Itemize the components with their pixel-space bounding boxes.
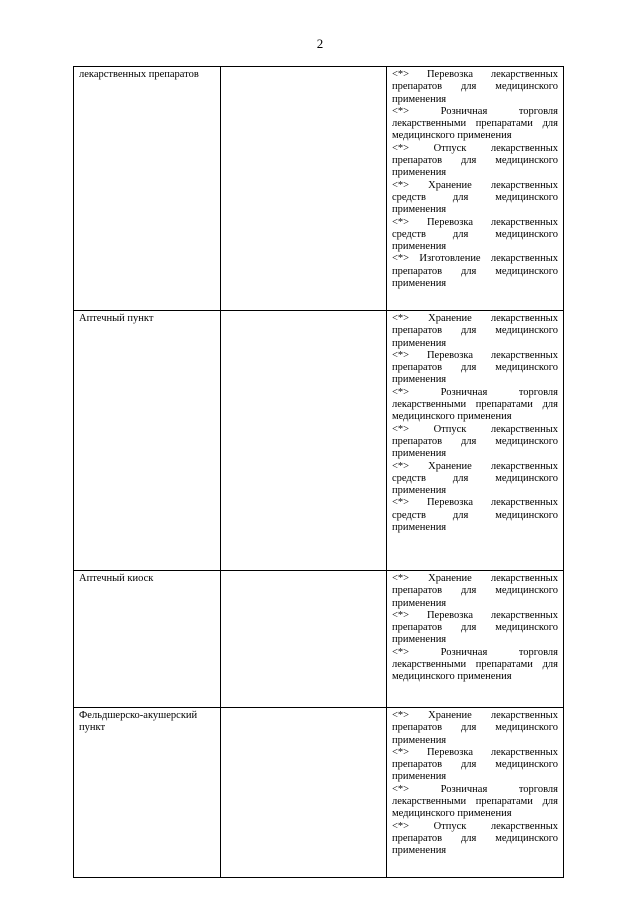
work-entry: <*> Отпуск лекарственных препаратов для медицинского применения <box>392 423 558 460</box>
work-entry: <*> Розничная торговля лекарственными препаратами для медицинского применения <box>392 105 558 142</box>
table-body <box>74 67 564 878</box>
work-entry: <*> Перевозка лекарственных препаратов для медицинского применения <box>392 349 558 386</box>
empty-cell <box>221 67 387 311</box>
work-entry: <*> Хранение лекарственных препаратов для медицинского применения <box>392 573 558 609</box>
work-entry: <*> Изготовление лекарственных препаратов для медицинского применения <box>392 253 558 290</box>
work-entry: <*> Розничная торговля лекарственными препаратами для медицинского применения <box>392 783 558 820</box>
page-number: 2 <box>316 36 324 51</box>
work-entry: <*> Перевозка лекарственных препаратов для медицинского применения <box>392 69 558 105</box>
works-list-cell <box>387 311 564 571</box>
empty-cell <box>221 571 387 708</box>
work-entry: <*> Перевозка лекарственных средств для медицинского применения <box>392 497 558 534</box>
table-row <box>74 311 564 571</box>
empty-cell <box>221 708 387 878</box>
work-entry: <*> Хранение лекарственных средств для медицинского применения <box>392 179 558 216</box>
organization-type-cell: Фельдшерско-акушерский пункт <box>74 708 221 878</box>
work-entry: <*> Отпуск лекарственных препаратов для медицинского применения <box>392 820 558 857</box>
works-list-cell <box>387 571 564 708</box>
organization-type-cell: Аптечный киоск <box>74 571 221 708</box>
work-entry: <*> Хранение лекарственных препаратов для медицинского применения <box>392 313 558 349</box>
work-entry: <*> Перевозка лекарственных препаратов для медицинского применения <box>392 746 558 783</box>
work-entry: <*> Отпуск лекарственных препаратов для медицинского применения <box>392 142 558 179</box>
work-entry: <*> Хранение лекарственных средств для медицинского применения <box>392 460 558 497</box>
activity-table <box>73 66 564 878</box>
works-list-cell <box>387 67 564 311</box>
organization-type-cell: Аптечный пункт <box>74 311 221 571</box>
work-entry: <*> Перевозка лекарственных препаратов для медицинского применения <box>392 609 558 646</box>
works-list-cell <box>387 708 564 878</box>
work-entry: <*> Хранение лекарственных препаратов для медицинского применения <box>392 710 558 746</box>
work-entry: <*> Розничная торговля лекарственными препаратами для медицинского применения <box>392 386 558 423</box>
organization-type-cell: лекарственных препаратов <box>74 67 221 311</box>
work-entry: <*> Перевозка лекарственных средств для медицинского применения <box>392 216 558 253</box>
empty-cell <box>221 311 387 571</box>
work-entry: <*> Розничная торговля лекарственными препаратами для медицинского применения <box>392 646 558 683</box>
table-row <box>74 67 564 311</box>
table-row <box>74 571 564 708</box>
table-row <box>74 708 564 878</box>
